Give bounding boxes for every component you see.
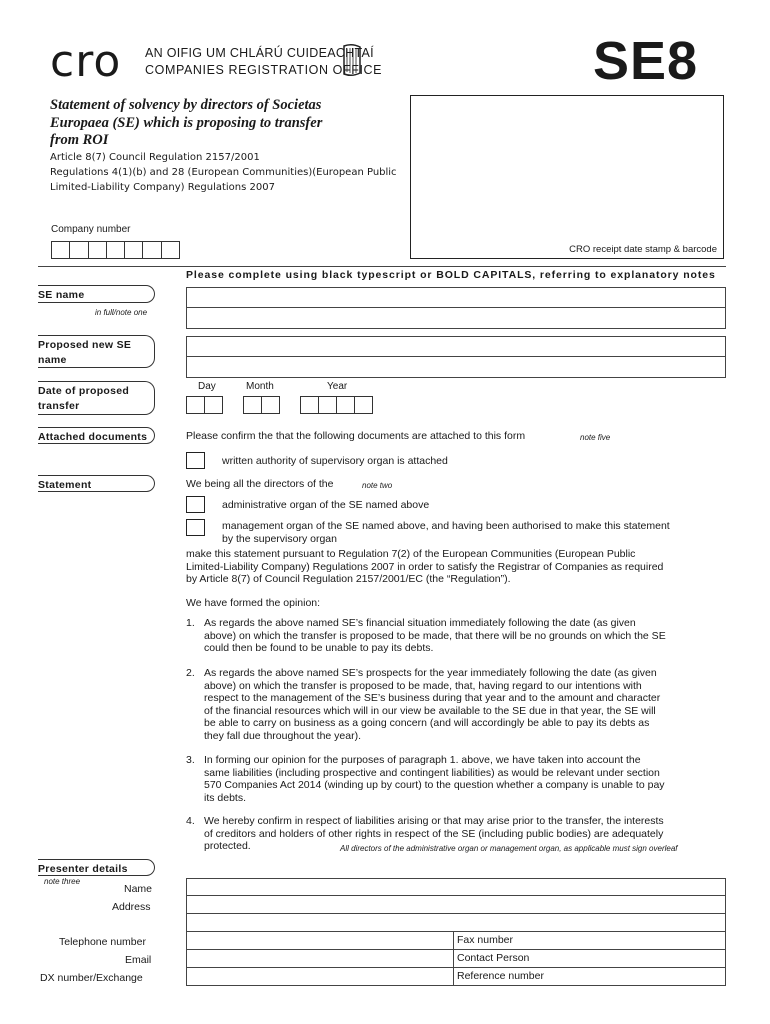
para-number: 4. [186, 815, 195, 827]
administrative-organ-text: administrative organ of the SE named above [222, 499, 430, 511]
note-five: note five [580, 433, 611, 442]
address-label: Address [112, 901, 151, 913]
form-title [50, 97, 390, 150]
dx-label: DX number/Exchange [40, 972, 143, 984]
text-line: same liabilities (including prospective and contingent liabilities) as would be relevant under section [204, 766, 660, 779]
para-number: 3. [186, 754, 195, 766]
office-name-irish: AN OIFIG UM CHLÁRÚ CUIDEACHTAÍ [145, 46, 374, 60]
harp-icon [340, 43, 364, 79]
attached-confirm-text: Please confirm the that the following documents are attached to this form [186, 430, 526, 442]
month-input[interactable] [243, 396, 280, 414]
para-number: 1. [186, 617, 195, 629]
text-line: protected. [204, 840, 251, 852]
regulation-line: Article 8(7) Council Regulation 2157/2001 [50, 152, 260, 163]
reference-field[interactable] [454, 968, 726, 986]
opinion-intro: We have formed the opinion: [186, 597, 321, 609]
section-se-name: SE name [38, 285, 155, 303]
text-line: be able to carry on business as a going concern (and will accordingly be able to pay its debts as [204, 717, 650, 729]
paragraph-2 [204, 667, 729, 742]
section-presenter-details: Presenter details [38, 859, 155, 876]
text-line: make this statement pursuant to Regulation 7(2) of the European Communities (European Public [186, 548, 636, 560]
title-line: from ROI [50, 132, 109, 148]
telephone-label: Telephone number [59, 936, 146, 948]
day-input[interactable] [186, 396, 223, 414]
cro-logo: cro [50, 36, 122, 87]
statement-intro: We being all the directors of the [186, 478, 334, 490]
paragraph-1 [204, 617, 729, 655]
month-label: Month [246, 381, 274, 392]
note-two: note two [362, 481, 393, 490]
name-label: Name [124, 883, 153, 895]
text-line: by Article 8(7) of Council Regulation 2157/2001/EC (the “Regulation”). [186, 573, 511, 585]
text-line: management organ of the SE named above, and having been authorised to make this statement [222, 520, 670, 532]
proposed-name-field-1[interactable] [186, 336, 726, 357]
dx-field[interactable] [186, 968, 454, 986]
authority-text: written authority of supervisory organ is attached [222, 455, 448, 467]
text-line: its debts. [204, 791, 247, 804]
authority-checkbox[interactable] [186, 452, 205, 469]
statement-pursuant [186, 548, 663, 586]
day-label: Day [198, 381, 216, 392]
text-line: above) on which the transfer is proposed to be made, that there will be no grounds on which the SE [204, 629, 666, 642]
text-line: could then be found to be unable to pay its debts. [204, 642, 434, 654]
regulation-line: Limited-Liability Company) Regulations 2007 [50, 182, 275, 193]
paragraph-3 [204, 754, 729, 804]
se-name-note: in full/note one [95, 308, 148, 317]
year-label: Year [327, 381, 348, 392]
management-organ-text [222, 520, 670, 545]
text-line: As regards the above named SE’s prospects for the year immediately following the date (as given [204, 667, 657, 679]
text-line: of the financial resources which will in our view be available to the SE due in that year, the SE will [204, 704, 656, 717]
proposed-name-field-2[interactable] [186, 357, 726, 378]
text-line: Limited-Liability Company) Regulations 2007 in order to satisfy the Registrar of Companies as required [186, 560, 664, 573]
presenter-address-field-2[interactable] [186, 914, 726, 932]
note-three: note three [44, 877, 81, 886]
fax-field[interactable] [454, 932, 726, 950]
office-name-english: COMPANIES REGISTRATION OFFICE [145, 63, 383, 77]
instruction-text: Please complete using black typescript or BOLD CAPITALS, referring to explanatory notes [186, 269, 716, 281]
text-line: they fall due throughout the year). [204, 729, 362, 742]
text-line: In forming our opinion for the purposes of paragraph 1. above, we have taken into account the [204, 754, 641, 766]
regulation-line: Regulations 4(1)(b) and 28 (European Communities)(European Public [50, 167, 397, 178]
section-statement: Statement [38, 475, 155, 492]
section-attached-documents: Attached documents [38, 427, 155, 444]
para-number: 2. [186, 667, 195, 679]
telephone-field[interactable] [186, 932, 454, 950]
section-proposed-name: Proposed new SE name [38, 335, 155, 368]
section-transfer-date: Date of proposed transfer [38, 381, 155, 415]
text-line: of creditors and holders of other rights in respect of the SE (including public bodies) are adequately [204, 827, 664, 840]
text-line: above) on which the transfer is proposed to be made, that, having regard to our intentions with [204, 679, 642, 692]
receipt-stamp-box [410, 95, 724, 259]
company-number-label: Company number [51, 224, 131, 235]
regulation-references [50, 150, 400, 195]
title-line: Statement of solvency by directors of Societas [50, 97, 322, 113]
contact-person-label: Contact Person [457, 952, 530, 964]
text-line: As regards the above named SE’s financial situation immediately following the date (as given [204, 617, 636, 629]
text-line: We hereby confirm in respect of liabilities arising or that may arise prior to the transfer, the interests [204, 815, 664, 827]
stamp-label: CRO receipt date stamp & barcode [569, 244, 717, 255]
reference-label: Reference number [457, 970, 544, 982]
management-organ-checkbox[interactable] [186, 519, 205, 536]
text-line: respect to the management of the SE’s business during that year and to the amount and character [204, 692, 661, 704]
text-line: by the supervisory organ [222, 532, 337, 545]
year-input[interactable] [300, 396, 373, 414]
presenter-name-field[interactable] [186, 878, 726, 896]
form-code: SE8 [593, 31, 699, 91]
administrative-organ-checkbox[interactable] [186, 496, 205, 513]
email-label: Email [125, 954, 152, 966]
presenter-address-field-1[interactable] [186, 896, 726, 914]
se-name-field-1[interactable] [186, 287, 726, 308]
contact-person-field[interactable] [454, 950, 726, 968]
fax-label: Fax number [457, 934, 514, 946]
title-line: Europaea (SE) which is proposing to transfer [50, 114, 323, 131]
email-field[interactable] [186, 950, 454, 968]
se-name-field-2[interactable] [186, 308, 726, 329]
sign-overleaf-note: All directors of the administrative organ or management organ, as applicable must sign overleaf [340, 844, 678, 853]
divider [38, 266, 726, 267]
text-line: 570 Companies Act 2014 (winding up by court) to the question whether a company is unable to pay [204, 779, 665, 791]
company-number-input[interactable] [51, 241, 180, 259]
